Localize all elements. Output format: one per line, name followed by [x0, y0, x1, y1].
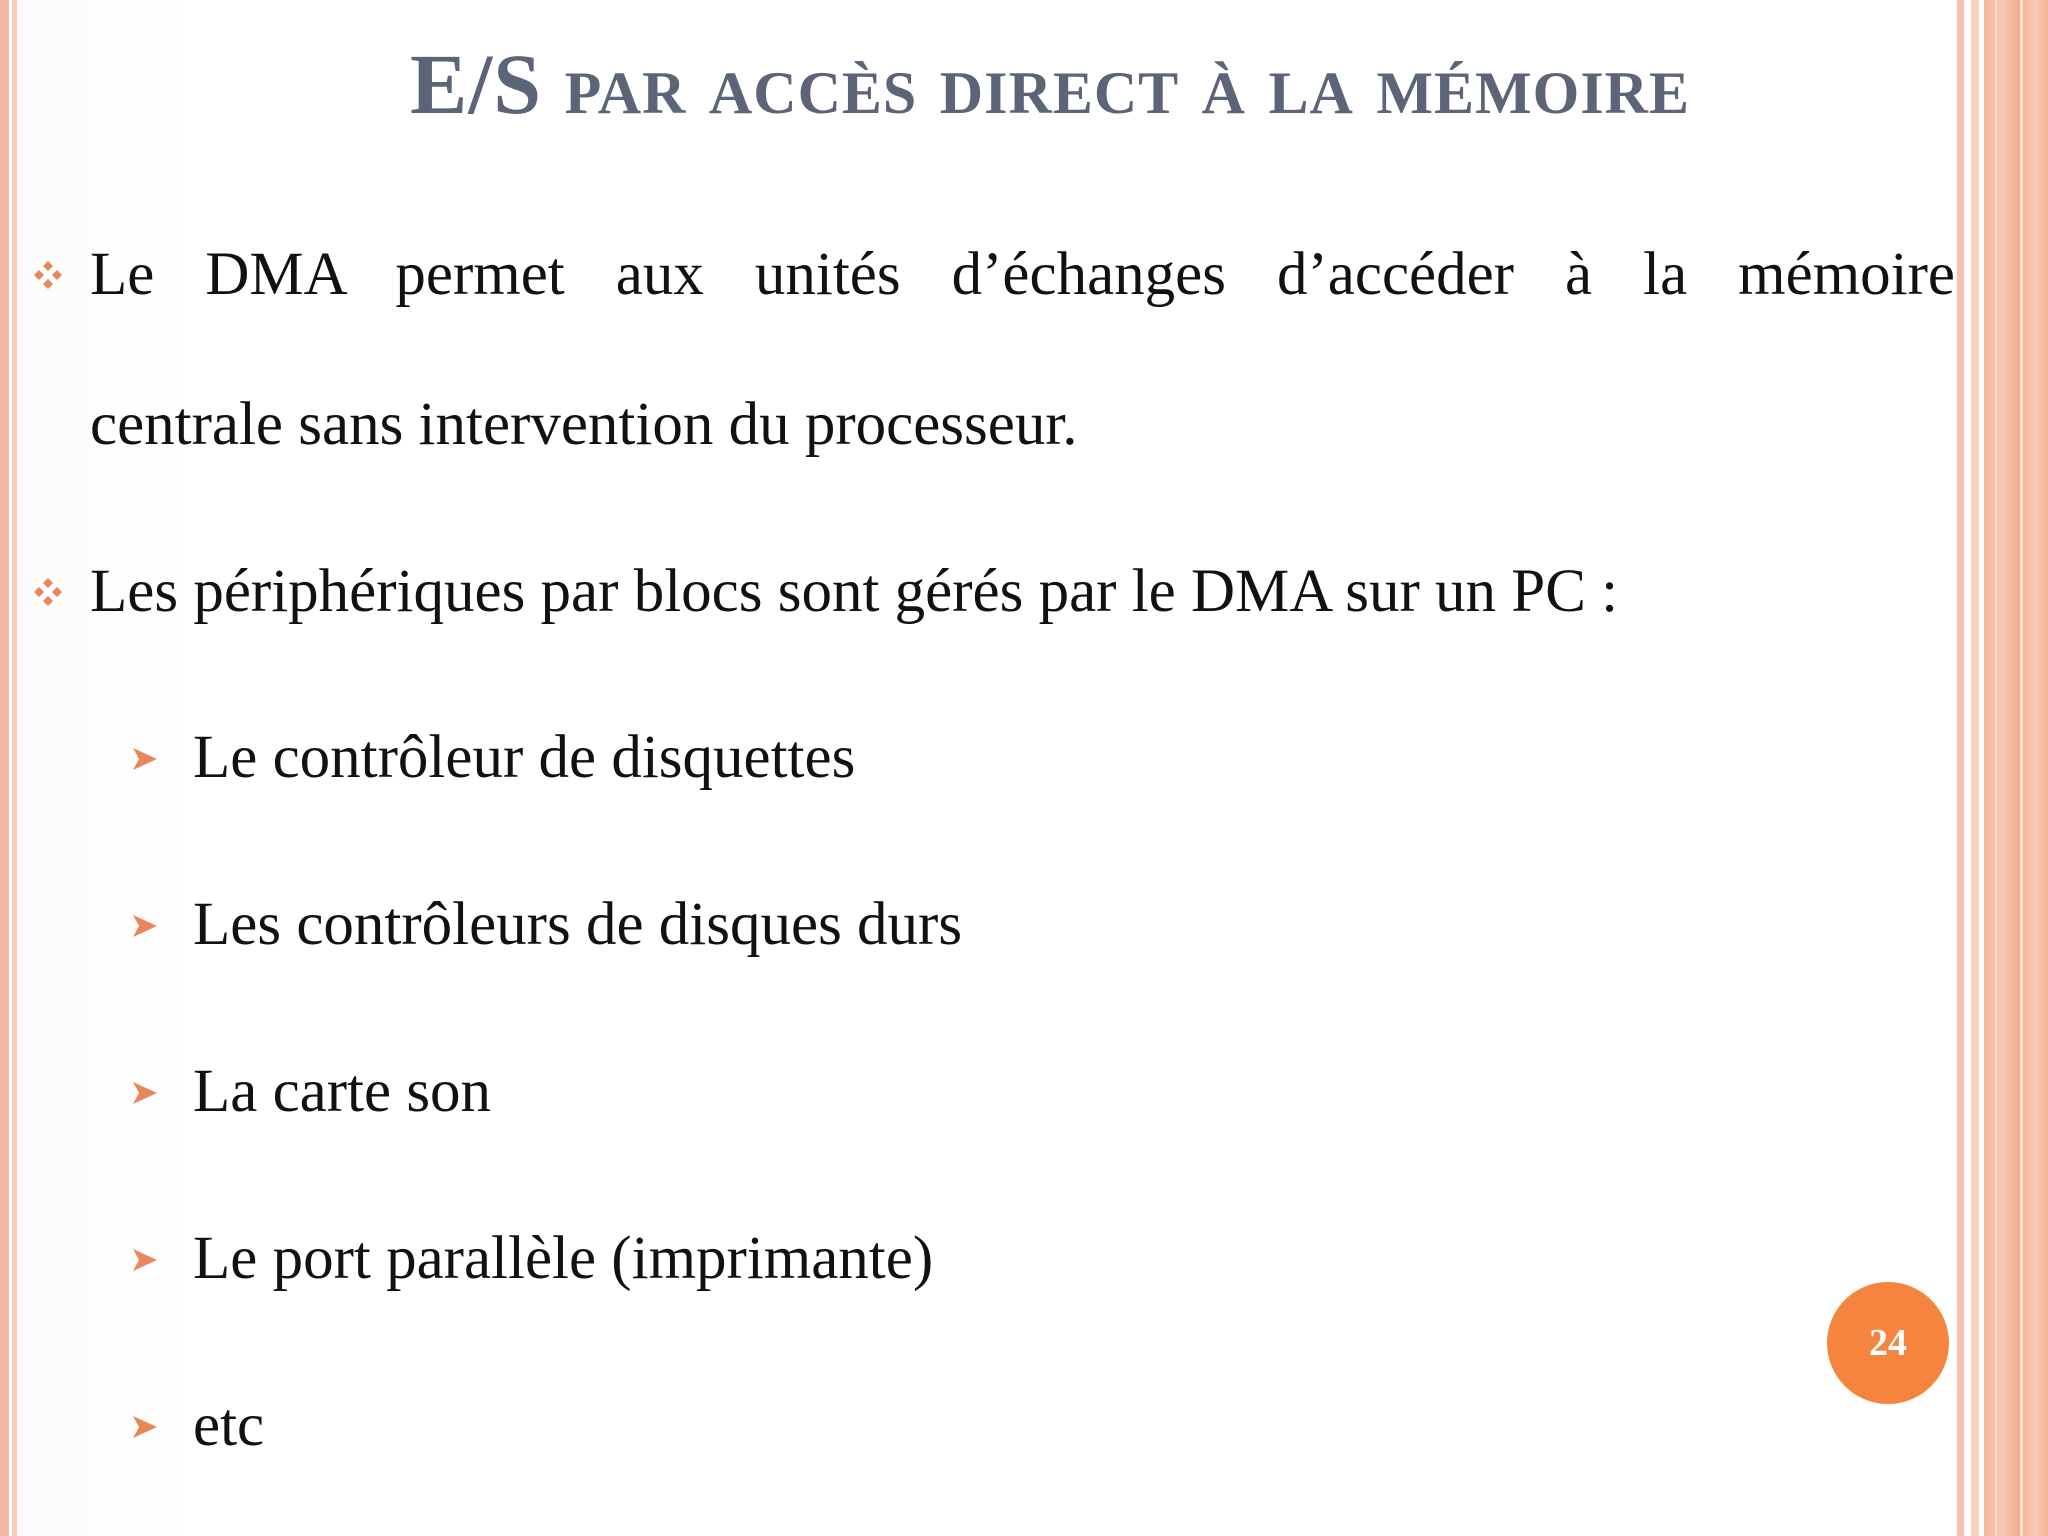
bullet-item	[30, 517, 1955, 667]
right-border-highlight	[1995, 0, 1997, 1536]
sub-item-text: Les contrôleurs de disques durs	[193, 891, 963, 958]
right-border-highlight	[2020, 0, 2023, 1536]
sub-list-item	[130, 1052, 491, 1132]
arrow-bullet-icon	[130, 744, 160, 774]
sub-item-text: La carte son	[193, 1058, 492, 1125]
right-border-stripe	[1971, 0, 1979, 1536]
bullet-text: Les périphériques par blocs sont gérés par le DMA sur un PC :	[90, 558, 1619, 625]
slide-title: E/S par accès direct à la mémoire	[409, 36, 1691, 132]
arrow-bullet-icon	[130, 1078, 160, 1108]
right-border-stripe	[1957, 0, 1964, 1536]
arrow-bullet-icon	[130, 911, 160, 941]
bullet-text-line: Le DMA permet aux unités d’échanges d’accéder à la mémoire	[90, 241, 1955, 308]
sub-list-item	[130, 718, 855, 798]
sub-list-item	[130, 1219, 933, 1299]
sub-list-item	[130, 885, 962, 965]
bullet-text-line: centrale sans intervention du processeur.	[90, 391, 1078, 458]
bullet-text	[30, 200, 1955, 500]
page-number-badge: 24	[1827, 1282, 1949, 1404]
sub-item-text: etc	[193, 1392, 265, 1459]
arrow-bullet-icon	[130, 1412, 160, 1442]
sub-item-text: Le port parallèle (imprimante)	[193, 1225, 934, 1292]
sub-item-text: Le contrôleur de disquettes	[193, 724, 856, 791]
diamond-bullet-icon	[30, 574, 66, 610]
sub-list-item	[130, 1386, 264, 1466]
bullet-item	[30, 200, 1955, 500]
left-border-stripe	[0, 0, 9, 1536]
arrow-bullet-icon	[130, 1245, 160, 1275]
diamond-bullet-icon	[30, 257, 66, 293]
right-border-band	[1984, 0, 2048, 1536]
